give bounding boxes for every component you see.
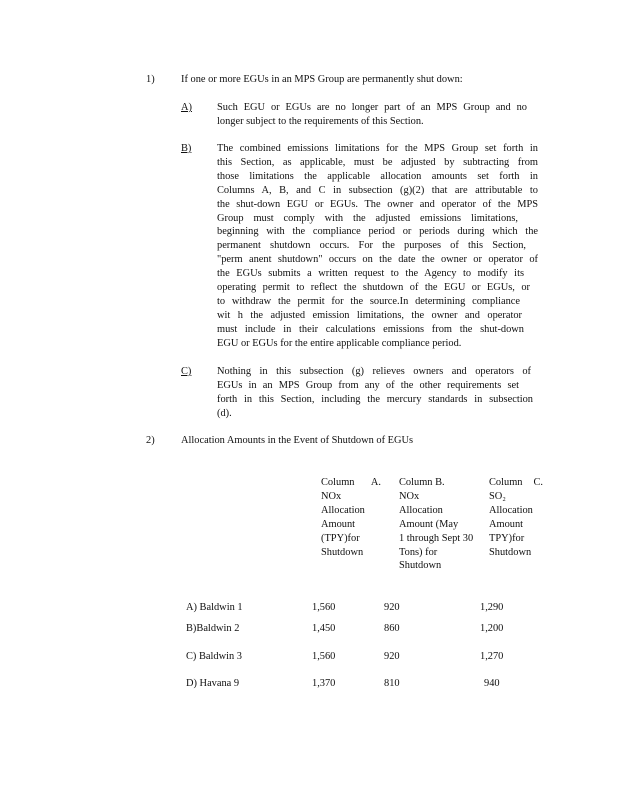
row-col-a-value: 1,560 xyxy=(312,651,336,662)
column-header-line: 1 through Sept 30 xyxy=(399,532,474,544)
row-col-b-value: 920 xyxy=(384,651,400,662)
paragraph-line: wit h the adjusted emission limitations, the owner and operator xyxy=(217,309,522,321)
paragraph-line: beginning with the compliance period or periods during which the xyxy=(217,226,538,238)
column-header-line: Allocation xyxy=(489,504,533,516)
row-col-a-value: 1,450 xyxy=(312,623,336,634)
item-1-heading: If one or more EGUs in an MPS Group are permanently shut down: xyxy=(181,74,463,85)
column-c-header xyxy=(489,476,543,559)
row-col-b-value: 860 xyxy=(384,623,400,634)
paragraph-line: Such EGU or EGUs are no longer part of an MPS Group and no xyxy=(217,102,527,113)
column-header-line: Shutdown xyxy=(489,546,532,558)
subsection-b-text xyxy=(217,142,538,351)
item-2-number: 2) xyxy=(146,435,155,446)
paragraph-line: operating permit to reflect the shutdown of the EGU or EGUs, or xyxy=(217,282,530,294)
paragraph-line: to withdraw the permit for the source.In determining compliance xyxy=(217,295,520,307)
paragraph-line: Nothing in this subsection (g) relieves owners and operators of xyxy=(217,366,531,377)
paragraph-line: the EGUs submits a written request to the Agency to modify its xyxy=(217,268,524,280)
row-col-c-value: 940 xyxy=(484,678,500,689)
table-row xyxy=(0,601,618,615)
paragraph-line: EGUs in an MPS Group from any of the other requirements set xyxy=(217,379,519,391)
paragraph-line: Columns A, B, and C in subsection (g)(2) that are attributable to xyxy=(217,184,538,196)
column-header-line: SO₂ xyxy=(489,490,506,502)
row-col-c-value: 1,270 xyxy=(480,651,504,662)
subsection-c-label: C) xyxy=(181,366,192,377)
paragraph-line: must include in their calculations emissions from the shut-down xyxy=(217,323,524,335)
column-header-line: NOx xyxy=(321,490,342,502)
column-header-line: (TPY)for xyxy=(321,532,360,544)
row-label: A) Baldwin 1 xyxy=(186,602,243,613)
row-label: B)Baldwin 2 xyxy=(186,623,240,634)
paragraph-line: (d). xyxy=(217,407,232,419)
column-header-line: Amount (May xyxy=(399,518,459,530)
column-header-line: TPY)for xyxy=(489,532,525,544)
column-header-line: Allocation xyxy=(321,504,365,516)
column-header-line: Allocation xyxy=(399,504,443,516)
column-header-line: Shutdown xyxy=(399,560,442,572)
column-header-line: Shutdown xyxy=(321,546,364,558)
row-col-a-value: 1,370 xyxy=(312,678,336,689)
column-header-line: Column B. xyxy=(399,477,445,488)
paragraph-line: this Section, as applicable, must be adjusted by subtracting from xyxy=(217,156,538,168)
column-b-header xyxy=(399,476,489,573)
row-label: D) Havana 9 xyxy=(186,678,240,689)
paragraph-line: forth in this Section, including the mercury standards in subsection xyxy=(217,393,533,405)
paragraph-line: The combined emissions limitations for the MPS Group set forth in xyxy=(217,143,538,154)
paragraph-line: the shut-down EGU or EGUs. The owner and operator of the MPS xyxy=(217,198,538,210)
paragraph-line: those limitations the applicable allocation amounts set forth in xyxy=(217,170,538,182)
row-col-b-value: 810 xyxy=(384,678,400,689)
paragraph-line: EGU or EGUs for the entire applicable compliance period. xyxy=(217,337,462,349)
item-2-heading: Allocation Amounts in the Event of Shutdown of EGUs xyxy=(181,435,414,446)
paragraph-line: Group must comply with the adjusted emissions limitations, xyxy=(217,212,518,224)
column-header-line: Amount xyxy=(489,518,524,530)
row-col-a-value: 1,560 xyxy=(312,602,336,613)
table-row xyxy=(0,677,618,691)
column-a-header xyxy=(321,476,381,559)
paragraph-line: longer subject to the requirements of this Section. xyxy=(217,115,424,127)
item-1-number: 1) xyxy=(146,74,155,85)
subsection-b-label: B) xyxy=(181,143,192,154)
subsection-c-text xyxy=(217,365,533,421)
row-col-c-value: 1,290 xyxy=(480,602,504,613)
column-header-line: Column A. xyxy=(321,477,381,488)
column-header-line: NOx xyxy=(399,490,420,502)
column-header-line: Tons) for xyxy=(399,546,438,558)
column-header-line: Amount xyxy=(321,518,356,530)
paragraph-line: "perm anent shutdown" occurs on the date the owner or operator of xyxy=(217,254,538,266)
row-col-c-value: 1,200 xyxy=(480,623,504,634)
subsection-a-label: A) xyxy=(181,102,192,113)
column-header-line: Column C. xyxy=(489,477,543,488)
row-label: C) Baldwin 3 xyxy=(186,651,242,662)
paragraph-line: permanent shutdown occurs. For the purposes of this Section, xyxy=(217,240,526,252)
table-row xyxy=(0,622,618,636)
row-col-b-value: 920 xyxy=(384,602,400,613)
table-row xyxy=(0,650,618,664)
subsection-a-text xyxy=(217,101,527,129)
